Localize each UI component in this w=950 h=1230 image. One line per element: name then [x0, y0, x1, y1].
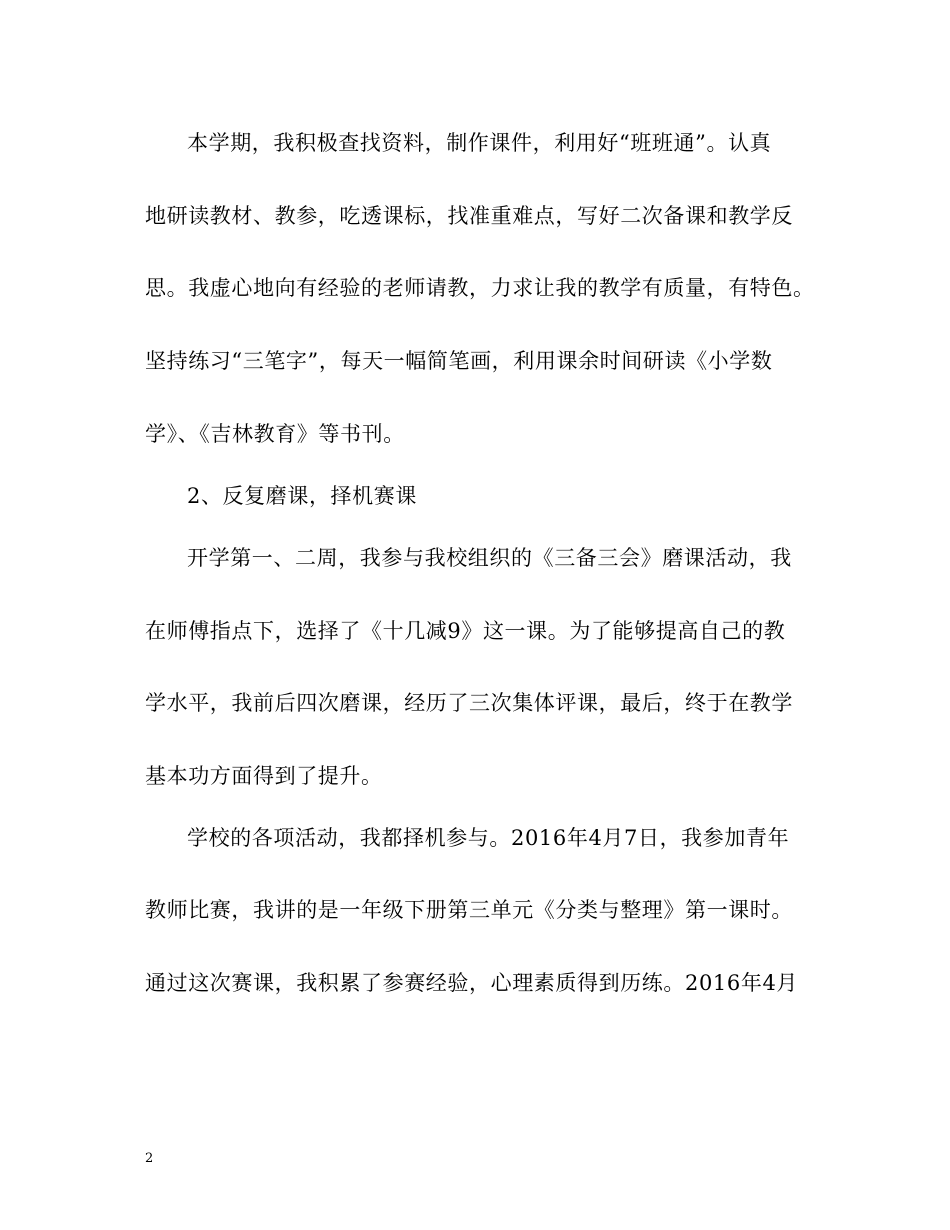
- paragraph-line: 坚持练习“三笔字”，每天一幅简笔画，利用课余时间研读《小学数: [145, 349, 773, 373]
- paragraph-line: 学》、《吉林教育》等书刊。: [145, 422, 405, 446]
- paragraph-line: 在师傅指点下，选择了《十几减9》这一课。为了能够提高自己的教: [145, 619, 786, 643]
- paragraph-line: 通过这次赛课，我积累了参赛经验，心理素质得到历练。2016年4月: [145, 971, 799, 995]
- paragraph-line: 开学第一、二周，我参与我校组织的《三备三会》磨课活动，我: [187, 546, 792, 570]
- paragraph-line: 教师比赛，我讲的是一年级下册第三单元《分类与整理》第一课时。: [145, 898, 793, 922]
- paragraph-line: 基本功方面得到了提升。: [145, 764, 383, 788]
- paragraph-line: 地研读教材、教参，吃透课标，找准重难点，写好二次备课和教学反: [145, 204, 793, 228]
- paragraph-line: 思。我虚心地向有经验的老师请教，力求让我的教学有质量，有特色。: [145, 276, 815, 300]
- page-number: 2: [145, 1151, 154, 1166]
- paragraph-line: 学水平，我前后四次磨课，经历了三次集体评课，最后，终于在教学: [145, 691, 793, 715]
- paragraph-line: 本学期，我积极查找资料，制作课件，利用好“班班通”。认真: [187, 131, 772, 155]
- section-heading: 2、反复磨课，择机赛课: [187, 484, 417, 508]
- paragraph-line: 学校的各项活动，我都择机参与。2016年4月7日，我参加青年: [187, 826, 790, 850]
